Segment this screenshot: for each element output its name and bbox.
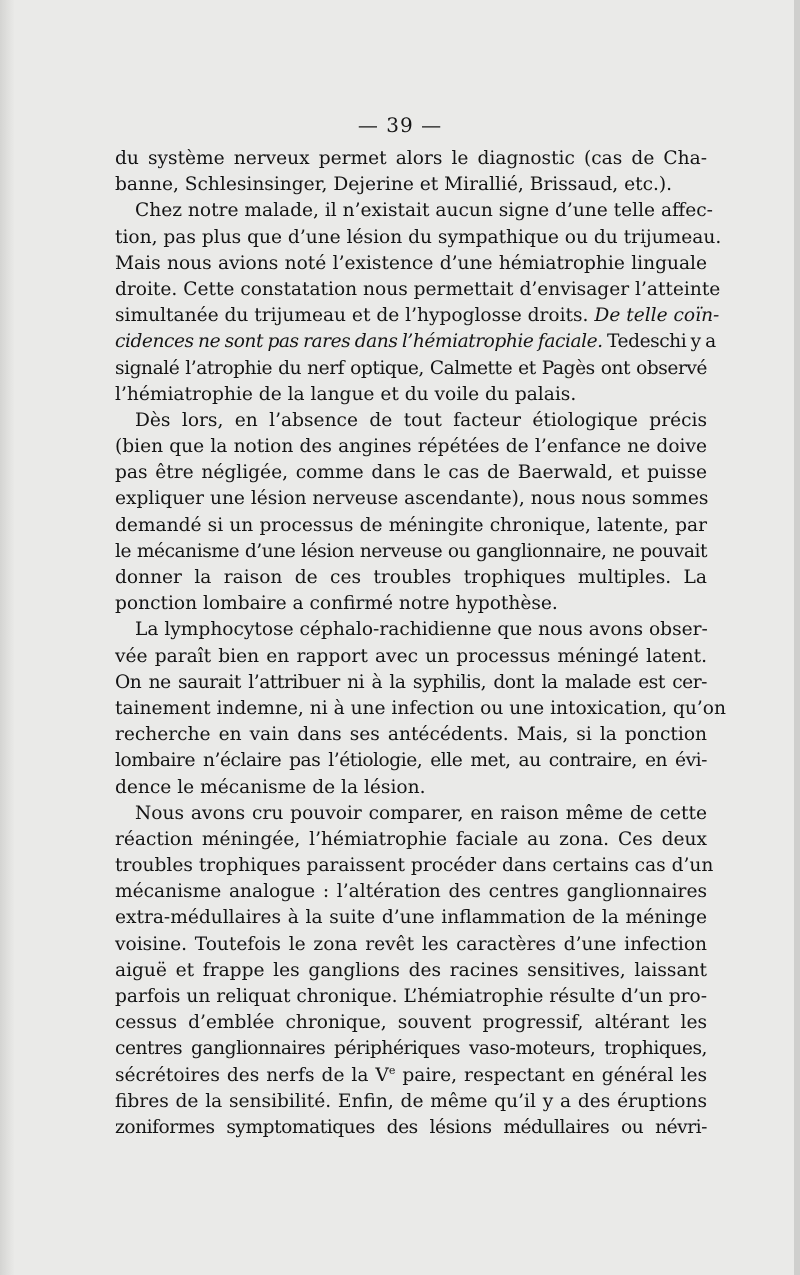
text-line: aiguë et frappe les ganglions des racines sensitives, laissant xyxy=(115,959,707,981)
body-text xyxy=(115,146,726,1141)
text-line: recherche en vain dans ses antécédents. Mais, si la ponction xyxy=(115,724,707,746)
text-line: Chez notre malade, il n’existait aucun signe d’une telle affec- xyxy=(135,200,713,222)
text-line: vée paraît bien en rapport avec un processus méningé latent. xyxy=(115,645,707,667)
text-line: voisine. Toutefois le zona revêt les caractères d’une infection xyxy=(115,933,707,955)
text-line: pas être négligée, comme dans le cas de Baerwald, et puisse xyxy=(115,462,707,484)
text-line: ponction lombaire a confirmé notre hypothèse. xyxy=(115,593,558,615)
italic-text: cidences ne sont pas rares dans l’hémiatrophie faciale. xyxy=(115,331,603,353)
text-line: tion, pas plus que d’une lésion du sympathique ou du trijumeau. xyxy=(115,226,722,248)
text-line: Dès lors, en l’absence de tout facteur étiologique précis xyxy=(135,409,707,431)
text-segment: simultanée du trijumeau et de l’hypoglosse droits. xyxy=(115,305,589,327)
text-line: fibres de la sensibilité. Enfin, de même qu’il y a des éruptions xyxy=(115,1090,707,1112)
text-line: mécanisme analogue : l’altération des centres ganglionnaires xyxy=(115,881,707,903)
text-line: troubles trophiques paraissent procéder dans certains cas d’un xyxy=(115,855,714,877)
text-line xyxy=(115,303,720,329)
text-line: donner la raison de ces troubles trophiques multiples. La xyxy=(115,567,707,588)
text-line: le mécanisme d’une lésion nerveuse ou ganglionnaire, ne pouvait xyxy=(115,540,707,562)
text-line: demandé si un processus de méningite chronique, latente, par xyxy=(115,514,707,536)
text-line: droite. Cette constatation nous permettait d’envisager l’atteinte xyxy=(115,278,721,300)
text-line: l’hémiatrophie de la langue et du voile du palais. xyxy=(115,383,577,405)
text-line: Nous avons cru pouvoir comparer, en raison même de cette xyxy=(135,802,707,824)
page-binding-shadow xyxy=(0,0,14,1275)
text-line xyxy=(115,329,716,355)
text-line: parfois un reliquat chronique. L’hémiatrophie résulte d’un pro- xyxy=(115,986,707,1007)
text-line: réaction méningée, l’hémiatrophie faciale au zona. Ces deux xyxy=(115,828,707,850)
text-line: signalé l’atrophie du nerf optique, Calmette et Pagès ont observé xyxy=(115,357,707,379)
text-line: lombaire n’éclaire pas l’étiologie, elle met, au contraire, en évi- xyxy=(115,750,707,772)
superscript: e xyxy=(388,1063,396,1077)
text-line: du système nerveux permet alors le diagnostic (cas de Cha- xyxy=(115,148,707,169)
text-line: On ne saurait l’attribuer ni à la syphilis, dont la malade est cer- xyxy=(115,671,707,693)
text-line: zoniformes symptomatiques des lésions médullaires ou névri- xyxy=(115,1116,707,1138)
text-line: dence le mécanisme de la lésion. xyxy=(115,776,426,798)
page-number: — 39 — xyxy=(357,113,443,137)
text-line: La lymphocytose céphalo-rachidienne que nous avons obser- xyxy=(135,619,708,641)
text-segment: sécrétoires des nerfs de la V xyxy=(115,1064,389,1086)
page-edge xyxy=(794,0,800,1275)
text-line xyxy=(115,1063,707,1089)
text-line: Mais nous avions noté l’existence d’une hémiatrophie linguale xyxy=(115,252,707,274)
text-line: tainement indemne, ni à une infection ou une intoxication, qu’on xyxy=(115,697,726,719)
text-segment: paire, respectant en général les xyxy=(395,1064,707,1086)
text-line: expliquer une lésion nerveuse ascendante), nous nous sommes xyxy=(115,488,709,510)
italic-text: De telle coïn- xyxy=(594,305,720,327)
text-line: cessus d’emblée chronique, souvent progressif, altérant les xyxy=(115,1012,707,1034)
text-segment: Tedeschi y a xyxy=(602,331,716,353)
text-line: centres ganglionnaires périphériques vaso-moteurs, trophiques, xyxy=(115,1038,707,1060)
text-line: extra-médullaires à la suite d’une inflammation de la méninge xyxy=(115,907,707,929)
text-line: (bien que la notion des angines répétées de l’enfance ne doive xyxy=(115,436,707,458)
text-line: banne, Schlesinsinger, Dejerine et Mirallié, Brissaud, etc.). xyxy=(115,174,673,196)
